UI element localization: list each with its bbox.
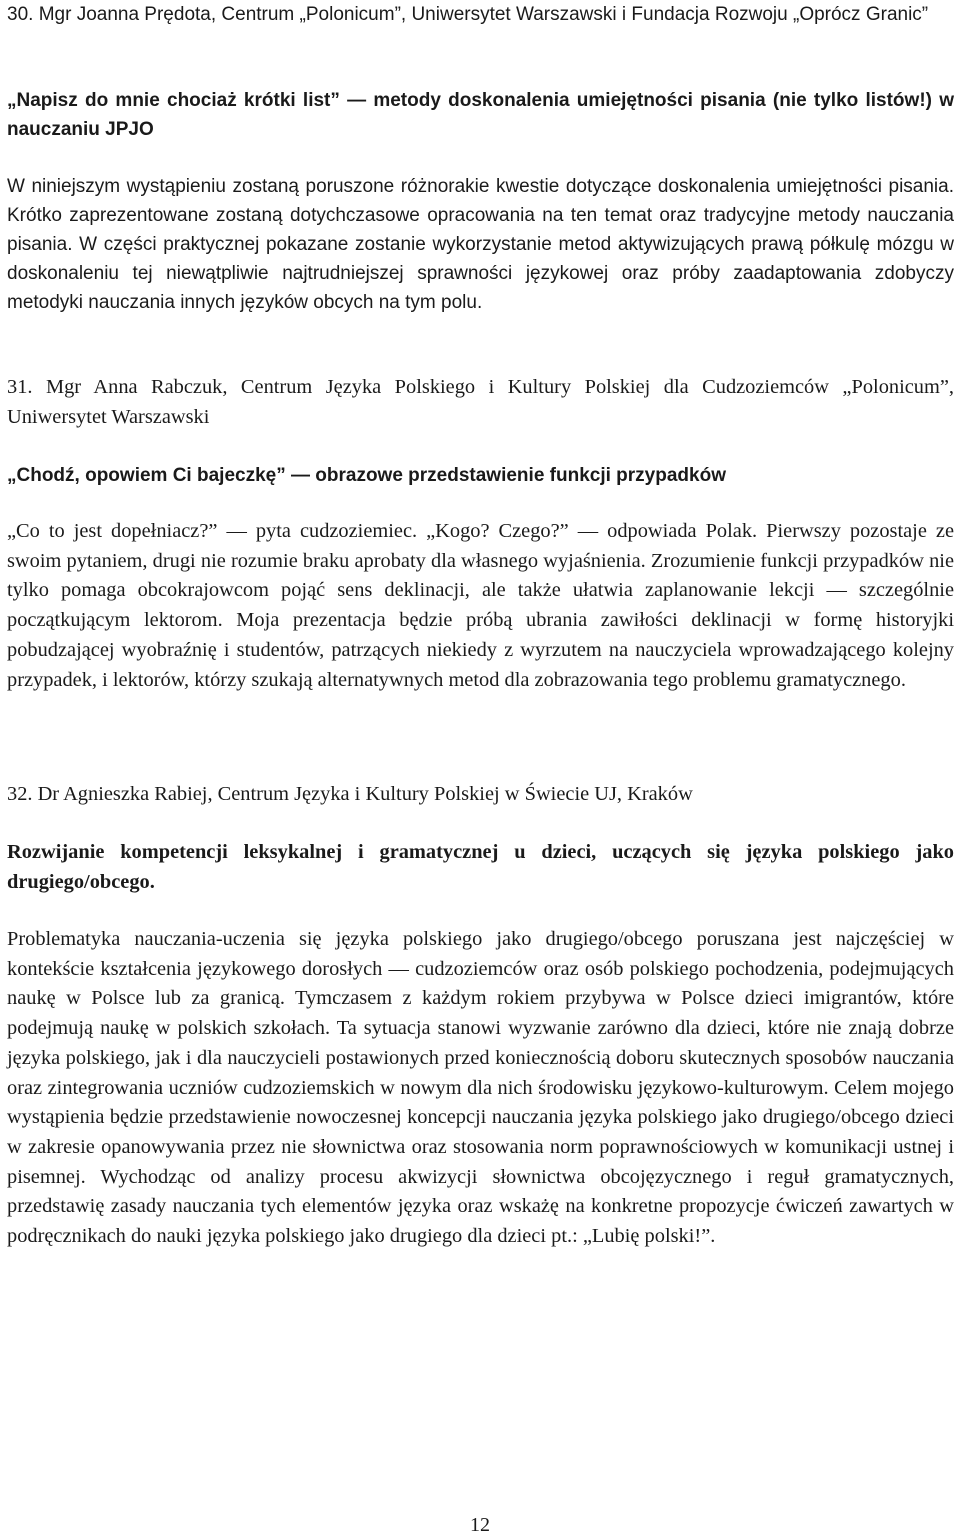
- entry-32-title-block: [7, 838, 954, 897]
- entry-header: 30. Mgr Joanna Prędota, Centrum „Polonicum”, Uniwersytet Warszawski i Fundacja Rozwoju „Oprócz Granic”: [7, 4, 929, 25]
- entry-30-abstract-block: [7, 172, 954, 317]
- entry-31: [7, 373, 954, 432]
- entry-30: [7, 0, 954, 29]
- entry-abstract: W niniejszym wystąpieniu zostaną poruszone różnorakie kwestie dotyczące doskonalenia umiejętności pisania. Krótko zaprezentowane zostaną dotychczasowe opracowania na ten temat oraz tradycyjne metody nauczania pisania. W części praktycznej pokazane zostanie wykorzystanie metod aktywizujących prawą półkulę mózgu w doskonaleniu tej niewątpliwie najtrudniejszej sprawności językowej oraz próby zaadaptowania zdobyczy metodyki nauczania innych języków obcych na tym polu.: [7, 176, 954, 313]
- entry-title: „Napisz do mnie chociaż krótki list” — metody doskonalenia umiejętności pisania (nie tylko listów!) w nauczaniu JPJO: [7, 90, 954, 140]
- entry-header: 32. Dr Agnieszka Rabiej, Centrum Języka i Kultury Polskiej w Świecie UJ, Kraków: [7, 783, 693, 805]
- entry-32: [7, 780, 954, 810]
- entry-30-title-block: [7, 86, 954, 144]
- entry-abstract: Problematyka nauczania-uczenia się języka polskiego jako drugiego/obcego poruszana jest najczęściej w kontekście kształcenia językowego dorosłych — cudzoziemców oraz osób polskiego pochodzenia, podejmujących naukę w Polsce lub za granicą. Tymczasem z każdym rokiem przybywa w Polsce dzieci imigrantów, które podejmują naukę w polskich szkołach. Ta sytuacja stanowi wyzwanie zarówno dla dzieci, które nie znają dobrze języka polskiego, jak i dla nauczycieli postawionych przed koniecznością doboru skutecznych sposobów nauczania oraz zintegrowania uczniów cudzoziemskich w nowym dla nich środowisku językowo-kulturowym. Celem mojego wystąpienia będzie przedstawienie nowoczesnej koncepcji nauczania języka polskiego jako drugiego/obcego dzieci w zakresie opanowywania przez nie słownictwa oraz stosowania norm poprawnościowych w komunikacji ustnej i pisemnej. Wychodząc od analizy procesu akwizycji słownictwa obcojęzycznego i reguł gramatycznych, przedstawię zasady nauczania tych elementów języka oraz wskażę na konkretne propozycje ćwiczeń zawartych w podręcznikach do nauki języka polskiego jako drugiego dla dzieci pt.: „Lubię polski!”.: [7, 928, 954, 1248]
- entry-abstract: „Co to jest dopełniacz?” — pyta cudzoziemiec. „Kogo? Czego?” — odpowiada Polak. Pierwszy pozostaje ze swoim pytaniem, drugi nie rozumie braku aprobaty dla własnego wyjaśnienia. Zrozumienie funkcji przypadków nie tylko pomaga obcokrajowcom pojąć sens deklinacji, ale także ułatwia zaplanowanie lekcji — szczególnie początkującym lektorom. Moja prezentacja będzie próbą ubrania zawiłości deklinacji w formę historyjki pobudzającej wyobraźnię i studentów, patrzących niekiedy z wyrzutem na nauczyciela wprowadzającego kolejny przypadek, i lektorów, którzy szukają alternatywnych metod dla zobrazowania tego problemu gramatycznego.: [7, 520, 954, 691]
- entry-32-abstract-block: [7, 925, 954, 1252]
- entry-title: „Chodź, opowiem Ci bajeczkę” — obrazowe przedstawienie funkcji przypadków: [7, 465, 726, 486]
- entry-31-abstract-block: [7, 517, 954, 695]
- entry-title: Rozwijanie kompetencji leksykalnej i gramatycznej u dzieci, uczących się języka polskiego jako drugiego/obcego.: [7, 841, 954, 893]
- entry-header: 31. Mgr Anna Rabczuk, Centrum Języka Polskiego i Kultury Polskiej dla Cudzoziemców „Polonicum”, Uniwersytet Warszawski: [7, 376, 954, 428]
- entry-31-title-block: [7, 461, 954, 490]
- page-number: 12: [470, 1514, 490, 1536]
